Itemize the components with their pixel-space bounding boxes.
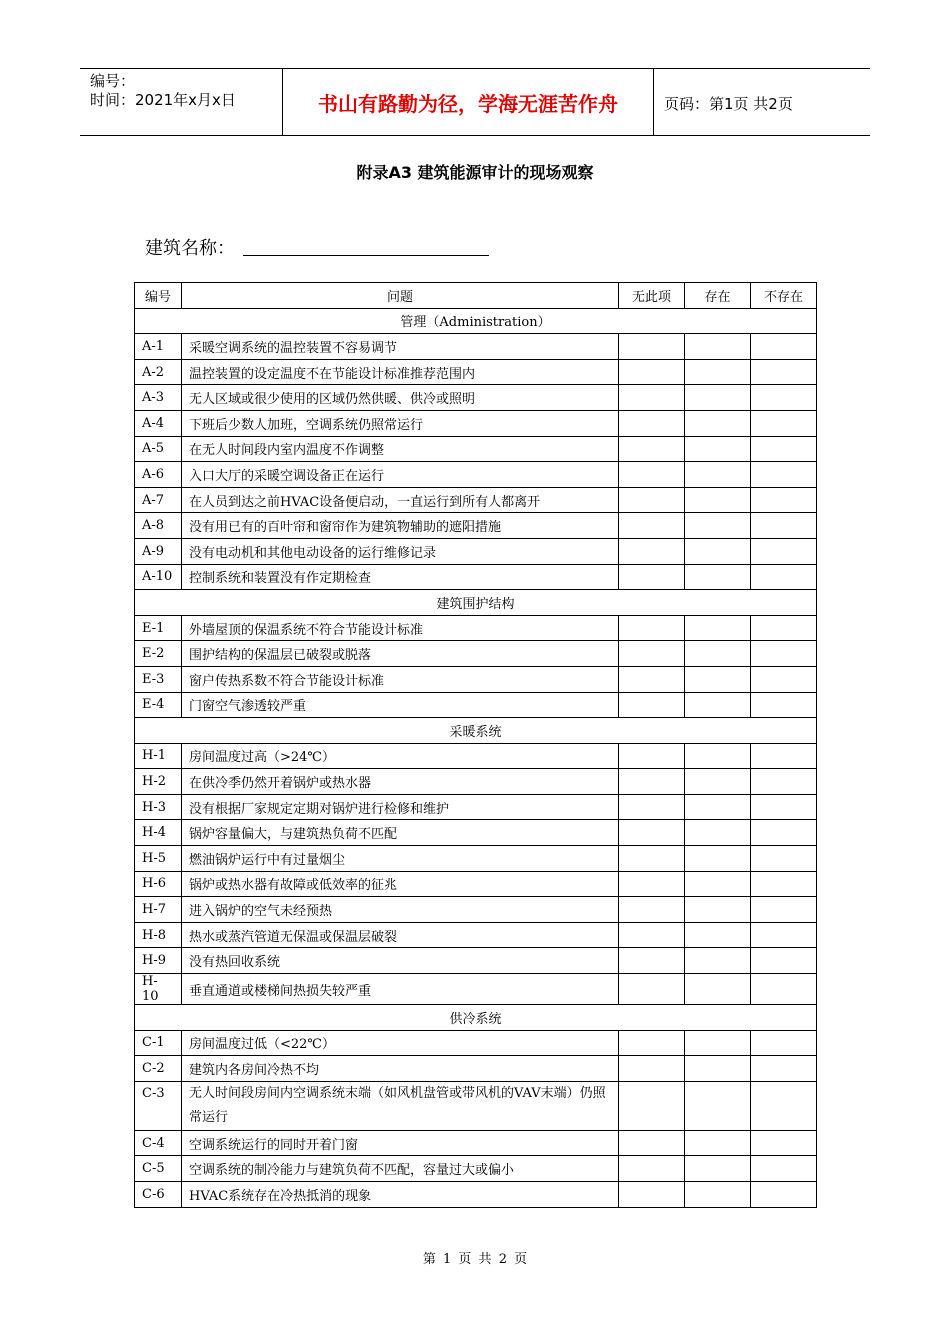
table-row bbox=[135, 922, 817, 948]
header-motto: 书山有路勤为径，学海无涯苦作舟 bbox=[282, 69, 654, 135]
check-cell-exists[interactable] bbox=[685, 1130, 751, 1156]
row-code: H-8 bbox=[135, 922, 182, 948]
check-cell-exists[interactable] bbox=[685, 410, 751, 436]
check-cell-exists[interactable] bbox=[685, 1081, 751, 1130]
check-cell-not-applicable[interactable] bbox=[619, 538, 685, 564]
row-question: 在无人时间段内室内温度不作调整 bbox=[182, 436, 619, 462]
check-cell-exists[interactable] bbox=[685, 564, 751, 590]
number-label: 编号： bbox=[90, 72, 136, 90]
section-title: 采暖系统 bbox=[135, 718, 817, 744]
row-question: 门窗空气渗透较严重 bbox=[182, 692, 619, 718]
building-name-label: 建筑名称： bbox=[145, 238, 235, 259]
check-cell-exists[interactable] bbox=[685, 846, 751, 872]
row-code: A-2 bbox=[135, 359, 182, 385]
check-cell-exists[interactable] bbox=[685, 948, 751, 974]
table-row bbox=[135, 743, 817, 769]
check-cell-not-exists[interactable] bbox=[751, 666, 817, 692]
header-not-applicable: 无此项 bbox=[619, 283, 685, 309]
row-code: H-4 bbox=[135, 820, 182, 846]
section-title: 管理（Administration） bbox=[135, 308, 817, 334]
row-question: 在供冷季仍然开着锅炉或热水器 bbox=[182, 769, 619, 795]
check-cell-not-exists[interactable] bbox=[751, 743, 817, 769]
row-question: 建筑内各房间冷热不均 bbox=[182, 1056, 619, 1082]
table-row bbox=[135, 974, 817, 1005]
row-question: 房间温度过高（>24℃） bbox=[182, 743, 619, 769]
header-question: 问题 bbox=[182, 283, 619, 309]
row-code: A-3 bbox=[135, 385, 182, 411]
check-cell-not-applicable[interactable] bbox=[619, 743, 685, 769]
check-cell-exists[interactable] bbox=[685, 538, 751, 564]
check-cell-not-applicable[interactable] bbox=[619, 871, 685, 897]
check-cell-exists[interactable] bbox=[685, 769, 751, 795]
building-name-field[interactable] bbox=[243, 255, 489, 256]
table-row bbox=[135, 1030, 817, 1056]
check-cell-not-exists[interactable] bbox=[751, 564, 817, 590]
row-code: H-5 bbox=[135, 846, 182, 872]
row-code: C-2 bbox=[135, 1056, 182, 1082]
check-cell-not-applicable[interactable] bbox=[619, 564, 685, 590]
check-cell-exists[interactable] bbox=[685, 385, 751, 411]
table-row bbox=[135, 334, 817, 360]
check-cell-not-applicable[interactable] bbox=[619, 334, 685, 360]
check-cell-exists[interactable] bbox=[685, 359, 751, 385]
row-code: A-8 bbox=[135, 513, 182, 539]
row-code: H-3 bbox=[135, 794, 182, 820]
section-row bbox=[135, 308, 817, 334]
check-cell-not-applicable[interactable] bbox=[619, 1081, 685, 1130]
check-cell-exists[interactable] bbox=[685, 1156, 751, 1182]
row-code: A-7 bbox=[135, 487, 182, 513]
table-row bbox=[135, 436, 817, 462]
check-cell-not-exists[interactable] bbox=[751, 487, 817, 513]
section-row bbox=[135, 590, 817, 616]
check-cell-not-applicable[interactable] bbox=[619, 462, 685, 488]
check-cell-not-applicable[interactable] bbox=[619, 666, 685, 692]
row-question: 下班后少数人加班，空调系统仍照常运行 bbox=[182, 410, 619, 436]
check-cell-not-applicable[interactable] bbox=[619, 692, 685, 718]
row-code: H-2 bbox=[135, 769, 182, 795]
check-cell-not-exists[interactable] bbox=[751, 436, 817, 462]
table-row bbox=[135, 1156, 817, 1182]
date-label: 时间：2021年x月x日 bbox=[90, 91, 236, 109]
check-cell-not-applicable[interactable] bbox=[619, 1156, 685, 1182]
row-question: 外墙屋顶的保温系统不符合节能设计标准 bbox=[182, 615, 619, 641]
check-cell-not-exists[interactable] bbox=[751, 1081, 817, 1130]
table-row bbox=[135, 410, 817, 436]
check-cell-not-exists[interactable] bbox=[751, 948, 817, 974]
check-cell-not-applicable[interactable] bbox=[619, 615, 685, 641]
header-page-info: 页码：第1页 共2页 bbox=[664, 95, 793, 113]
check-cell-not-exists[interactable] bbox=[751, 1182, 817, 1208]
check-cell-not-applicable[interactable] bbox=[619, 1030, 685, 1056]
check-cell-not-exists[interactable] bbox=[751, 769, 817, 795]
check-cell-exists[interactable] bbox=[685, 1056, 751, 1082]
check-cell-exists[interactable] bbox=[685, 462, 751, 488]
row-code: C-6 bbox=[135, 1182, 182, 1208]
header-exists: 存在 bbox=[685, 283, 751, 309]
check-cell-not-exists[interactable] bbox=[751, 513, 817, 539]
check-cell-not-applicable[interactable] bbox=[619, 487, 685, 513]
check-cell-not-exists[interactable] bbox=[751, 641, 817, 667]
row-code: E-1 bbox=[135, 615, 182, 641]
row-question: 围护结构的保温层已破裂或脱落 bbox=[182, 641, 619, 667]
check-cell-not-applicable[interactable] bbox=[619, 948, 685, 974]
table-row bbox=[135, 871, 817, 897]
row-question: 窗户传热系数不符合节能设计标准 bbox=[182, 666, 619, 692]
table-row bbox=[135, 948, 817, 974]
table-row bbox=[135, 641, 817, 667]
check-cell-exists[interactable] bbox=[685, 1030, 751, 1056]
check-cell-exists[interactable] bbox=[685, 974, 751, 1005]
check-cell-not-applicable[interactable] bbox=[619, 922, 685, 948]
check-cell-not-exists[interactable] bbox=[751, 820, 817, 846]
check-cell-not-exists[interactable] bbox=[751, 794, 817, 820]
table-row bbox=[135, 846, 817, 872]
header-left-cell bbox=[80, 69, 282, 135]
check-cell-not-exists[interactable] bbox=[751, 410, 817, 436]
row-code: A-6 bbox=[135, 462, 182, 488]
check-cell-not-exists[interactable] bbox=[751, 538, 817, 564]
section-title: 供冷系统 bbox=[135, 1005, 817, 1031]
row-question: 在人员到达之前HVAC设备便启动，一直运行到所有人都离开 bbox=[182, 487, 619, 513]
audit-table bbox=[134, 282, 817, 1208]
check-cell-exists[interactable] bbox=[685, 666, 751, 692]
check-cell-not-applicable[interactable] bbox=[619, 897, 685, 923]
table-row bbox=[135, 538, 817, 564]
table-row bbox=[135, 359, 817, 385]
check-cell-not-exists[interactable] bbox=[751, 359, 817, 385]
row-question: 空调系统运行的同时开着门窗 bbox=[182, 1130, 619, 1156]
row-question: 锅炉或热水器有故障或低效率的征兆 bbox=[182, 871, 619, 897]
row-code: H-1 bbox=[135, 743, 182, 769]
audit-table-body bbox=[135, 308, 817, 1207]
row-code: A-1 bbox=[135, 334, 182, 360]
table-header-row bbox=[135, 283, 817, 309]
row-code: H-10 bbox=[135, 974, 182, 1005]
row-question: 没有热回收系统 bbox=[182, 948, 619, 974]
check-cell-not-exists[interactable] bbox=[751, 974, 817, 1005]
row-code: A-9 bbox=[135, 538, 182, 564]
check-cell-not-applicable[interactable] bbox=[619, 410, 685, 436]
check-cell-not-exists[interactable] bbox=[751, 1156, 817, 1182]
row-code: A-10 bbox=[135, 564, 182, 590]
check-cell-not-exists[interactable] bbox=[751, 1030, 817, 1056]
check-cell-exists[interactable] bbox=[685, 641, 751, 667]
check-cell-not-exists[interactable] bbox=[751, 871, 817, 897]
row-code: C-4 bbox=[135, 1130, 182, 1156]
check-cell-exists[interactable] bbox=[685, 897, 751, 923]
check-cell-not-exists[interactable] bbox=[751, 334, 817, 360]
row-question: 温控装置的设定温度不在节能设计标准推荐范围内 bbox=[182, 359, 619, 385]
check-cell-not-exists[interactable] bbox=[751, 922, 817, 948]
check-cell-exists[interactable] bbox=[685, 334, 751, 360]
check-cell-not-applicable[interactable] bbox=[619, 769, 685, 795]
row-question: 没有电动机和其他电动设备的运行维修记录 bbox=[182, 538, 619, 564]
check-cell-not-applicable[interactable] bbox=[619, 641, 685, 667]
table-row bbox=[135, 769, 817, 795]
table-row bbox=[135, 385, 817, 411]
check-cell-not-exists[interactable] bbox=[751, 1130, 817, 1156]
row-code: C-3 bbox=[135, 1081, 182, 1130]
row-question: 采暖空调系统的温控装置不容易调节 bbox=[182, 334, 619, 360]
check-cell-not-exists[interactable] bbox=[751, 897, 817, 923]
check-cell-exists[interactable] bbox=[685, 820, 751, 846]
table-row bbox=[135, 820, 817, 846]
table-row bbox=[135, 666, 817, 692]
table-row bbox=[135, 1130, 817, 1156]
document-title: 附录A3 建筑能源审计的现场观察 bbox=[356, 163, 594, 182]
check-cell-exists[interactable] bbox=[685, 513, 751, 539]
check-cell-not-applicable[interactable] bbox=[619, 794, 685, 820]
check-cell-not-exists[interactable] bbox=[751, 846, 817, 872]
row-code: C-1 bbox=[135, 1030, 182, 1056]
check-cell-exists[interactable] bbox=[685, 692, 751, 718]
check-cell-not-exists[interactable] bbox=[751, 692, 817, 718]
check-cell-not-applicable[interactable] bbox=[619, 974, 685, 1005]
check-cell-not-exists[interactable] bbox=[751, 615, 817, 641]
check-cell-not-applicable[interactable] bbox=[619, 359, 685, 385]
row-question: 无人区域或很少使用的区域仍然供暖、供冷或照明 bbox=[182, 385, 619, 411]
table-row bbox=[135, 794, 817, 820]
row-question: 没有用已有的百叶帘和窗帘作为建筑物辅助的遮阳措施 bbox=[182, 513, 619, 539]
check-cell-exists[interactable] bbox=[685, 794, 751, 820]
row-question: 房间温度过低（<22℃） bbox=[182, 1030, 619, 1056]
check-cell-not-applicable[interactable] bbox=[619, 1182, 685, 1208]
page-footer: 第 1 页 共 2 页 bbox=[422, 1252, 528, 1267]
table-row bbox=[135, 462, 817, 488]
row-question: HVAC系统存在冷热抵消的现象 bbox=[182, 1182, 619, 1208]
table-row bbox=[135, 692, 817, 718]
row-question: 控制系统和装置没有作定期检查 bbox=[182, 564, 619, 590]
row-question: 入口大厅的采暖空调设备正在运行 bbox=[182, 462, 619, 488]
table-row bbox=[135, 564, 817, 590]
check-cell-not-applicable[interactable] bbox=[619, 846, 685, 872]
check-cell-not-exists[interactable] bbox=[751, 1056, 817, 1082]
check-cell-exists[interactable] bbox=[685, 487, 751, 513]
check-cell-exists[interactable] bbox=[685, 1182, 751, 1208]
check-cell-exists[interactable] bbox=[685, 615, 751, 641]
row-code: E-3 bbox=[135, 666, 182, 692]
table-row bbox=[135, 615, 817, 641]
row-code: H-9 bbox=[135, 948, 182, 974]
header-code: 编号 bbox=[135, 283, 182, 309]
check-cell-not-applicable[interactable] bbox=[619, 436, 685, 462]
header-not-exists: 不存在 bbox=[751, 283, 817, 309]
table-row bbox=[135, 897, 817, 923]
check-cell-exists[interactable] bbox=[685, 436, 751, 462]
row-question: 没有根据厂家规定定期对锅炉进行检修和维护 bbox=[182, 794, 619, 820]
check-cell-not-exists[interactable] bbox=[751, 385, 817, 411]
row-code: A-5 bbox=[135, 436, 182, 462]
check-cell-not-applicable[interactable] bbox=[619, 820, 685, 846]
table-row bbox=[135, 513, 817, 539]
row-question: 无人时间段房间内空调系统末端（如风机盘管或带风机的VAV末端）仍照常运行 bbox=[182, 1081, 619, 1130]
check-cell-not-applicable[interactable] bbox=[619, 1056, 685, 1082]
section-title: 建筑围护结构 bbox=[135, 590, 817, 616]
table-row bbox=[135, 1182, 817, 1208]
check-cell-exists[interactable] bbox=[685, 871, 751, 897]
table-row bbox=[135, 1081, 817, 1130]
row-question: 燃油锅炉运行中有过量烟尘 bbox=[182, 846, 619, 872]
check-cell-exists[interactable] bbox=[685, 743, 751, 769]
page-header bbox=[80, 68, 870, 136]
row-question: 进入锅炉的空气未经预热 bbox=[182, 897, 619, 923]
table-row bbox=[135, 1056, 817, 1082]
check-cell-not-applicable[interactable] bbox=[619, 1130, 685, 1156]
row-question: 垂直通道或楼梯间热损失较严重 bbox=[182, 974, 619, 1005]
check-cell-exists[interactable] bbox=[685, 922, 751, 948]
row-code: C-5 bbox=[135, 1156, 182, 1182]
row-code: H-7 bbox=[135, 897, 182, 923]
row-question: 空调系统的制冷能力与建筑负荷不匹配，容量过大或偏小 bbox=[182, 1156, 619, 1182]
section-row bbox=[135, 1005, 817, 1031]
check-cell-not-applicable[interactable] bbox=[619, 513, 685, 539]
table-row bbox=[135, 487, 817, 513]
row-question: 热水或蒸汽管道无保温或保温层破裂 bbox=[182, 922, 619, 948]
check-cell-not-exists[interactable] bbox=[751, 462, 817, 488]
row-code: A-4 bbox=[135, 410, 182, 436]
section-row bbox=[135, 718, 817, 744]
row-code: E-2 bbox=[135, 641, 182, 667]
check-cell-not-applicable[interactable] bbox=[619, 385, 685, 411]
row-code: H-6 bbox=[135, 871, 182, 897]
row-code: E-4 bbox=[135, 692, 182, 718]
row-question: 锅炉容量偏大，与建筑热负荷不匹配 bbox=[182, 820, 619, 846]
